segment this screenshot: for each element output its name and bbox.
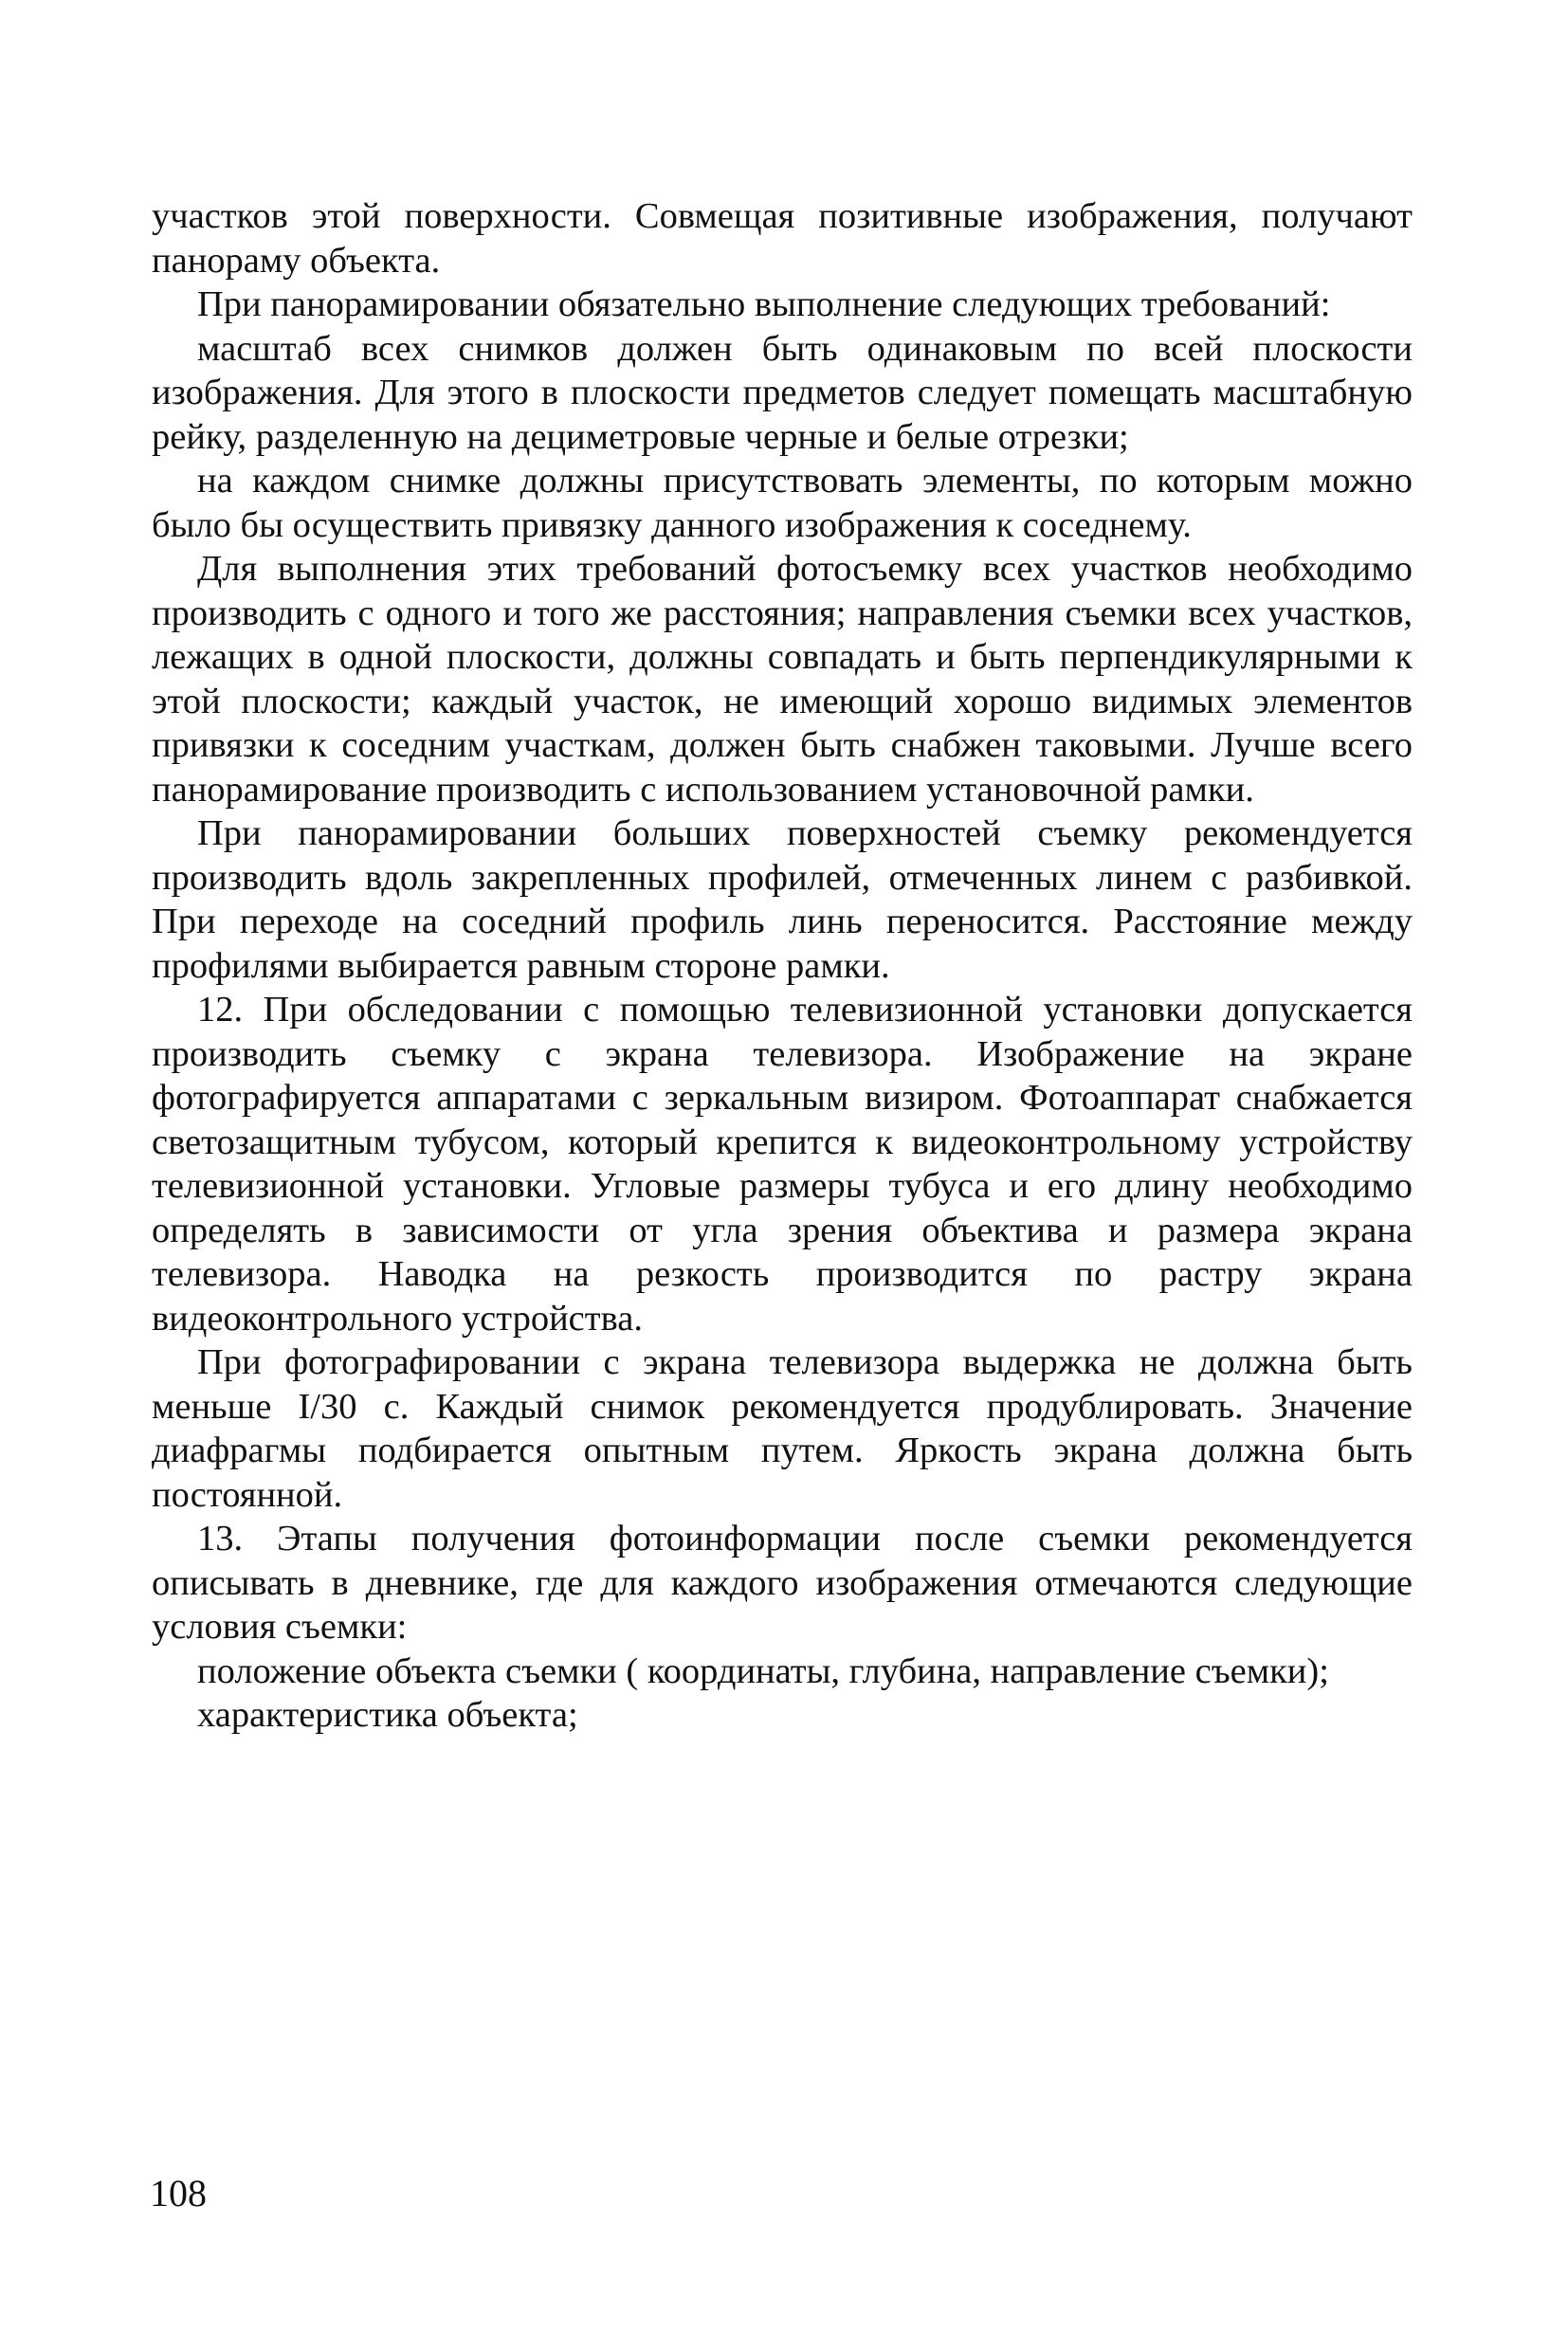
- page-number: 108: [150, 2172, 207, 2214]
- paragraph-4: на каждом снимке должны присутствовать элементы, по которым можно было бы осуществить привязку данного изображения к соседнему.: [152, 461, 1413, 545]
- paragraph-9: 13. Этапы получения фотоинформации после съемки рекомендуется описывать в дневнике, где для каждого изображения отмечаются следующие условия съемки:: [152, 1519, 1413, 1647]
- paragraph-5: Для выполнения этих требований фотосъемку всех участков необходимо производить с одного и того же расстояния; направления съемки всех участков, лежащих в одной плоскости, должны совпадать и быть перпендикулярными к этой плоскости; каждый участок, не имеющий хорошо видимых элементов привязки к соседним участкам, должен быть снабжен таковыми. Лучше всего панорамирование производить с использованием установочной рамки.: [152, 549, 1413, 810]
- paragraph-1: участков этой поверхности. Совмещая позитивные изображения, получают панораму объекта.: [152, 196, 1413, 281]
- paragraph-8: При фотографировании с экрана телевизора выдержка не должна быть меньше I/30 с. Каждый снимок рекомендуется продублировать. Значение диафрагмы подбирается опытным путем. Яркость экрана должна быть постоянной.: [152, 1342, 1413, 1515]
- paragraph-10: положение объекта съемки ( координаты, глубина, направление съемки);: [197, 1650, 1329, 1691]
- paragraph-2: При панорамировании обязательно выполнение следующих требований:: [197, 284, 1331, 324]
- document-body: [152, 194, 1413, 1738]
- paragraph-3: масштаб всех снимков должен быть одинаковым по всей плоскости изображения. Для этого в плоскости предметов следует помещать масштабную рейку, разделенную на дециметровые черные и белые отрезки;: [152, 328, 1413, 457]
- paragraph-6: При панорамировании больших поверхностей съемку рекомендуется производить вдоль закрепленных профилей, отмеченных линем с разбивкой. При переходе на соседний профиль линь переносится. Расстояние между профилями выбирается равным стороне рамки.: [152, 813, 1413, 986]
- paragraph-7: 12. При обследовании с помощью телевизионной установки допускается производить съемку с экрана телевизора. Изображение на экране фотографируется аппаратами с зеркальным визиром. Фотоаппарат снабжается светозащитным тубусом, который крепится к видеоконтрольному устройству телевизионной установки. Угловые размеры тубуса и его длину необходимо определять в зависимости от угла зрения объектива и размера экрана телевизора. Наводка на резкость производится по растру экрана видеоконтрольного устройства.: [152, 990, 1413, 1339]
- paragraph-11: характеристика объекта;: [197, 1695, 578, 1735]
